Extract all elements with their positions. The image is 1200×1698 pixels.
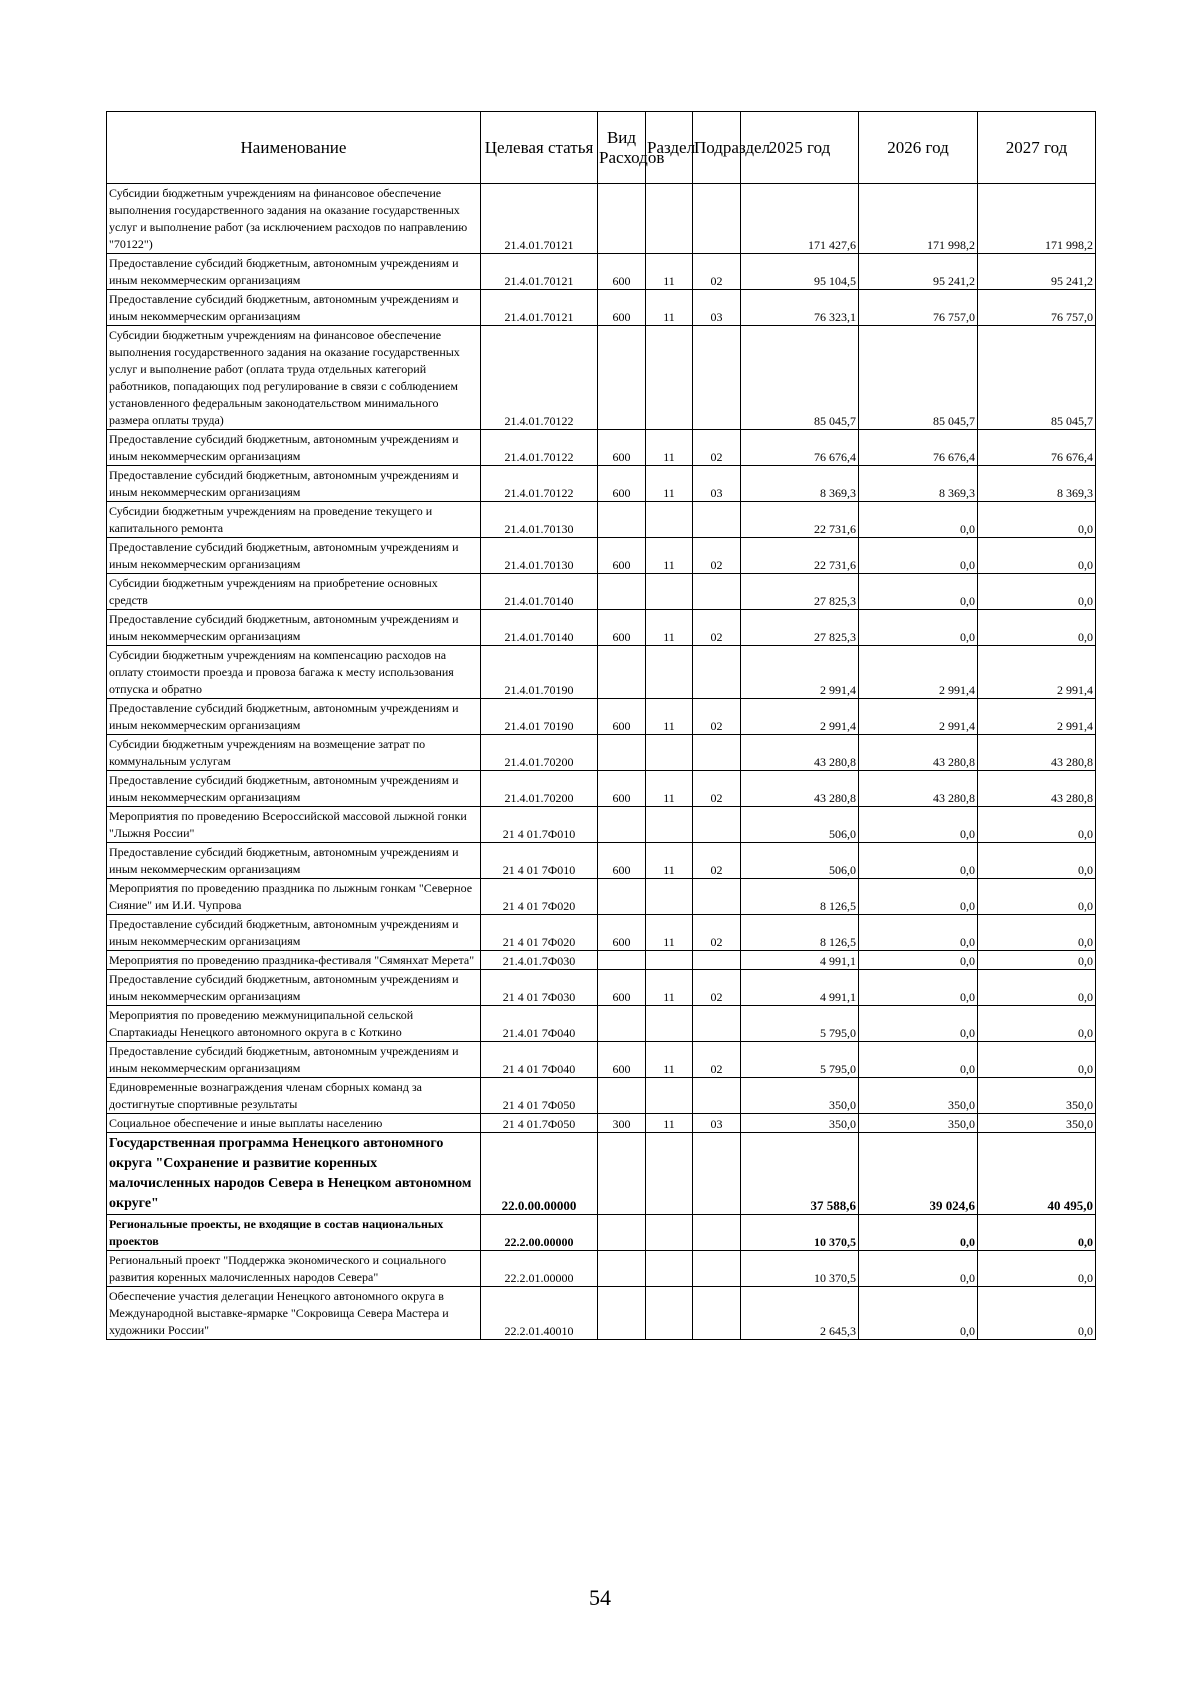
row-subsection: 02 <box>693 970 741 1006</box>
row-type: 600 <box>598 843 646 879</box>
row-code: 21.4.01.70130 <box>481 538 598 574</box>
budget-table <box>106 111 1096 1340</box>
table-row <box>107 184 1096 254</box>
row-name: Государственная программа Ненецкого автономного округа "Сохранение и развитие коренных малочисленных народов Севера в Ненецком автономном округе" <box>107 1133 481 1215</box>
row-name: Субсидии бюджетным учреждениям на финансовое обеспечение выполнения государственного задания на оказание государственных услуг и выполнение работ (оплата труда отдельных категорий работников, попадающих под регулирование в связи с соблюдением установленного федеральным законодательством минимального размера оплаты труда) <box>107 326 481 430</box>
row-2026: 0,0 <box>859 1251 978 1287</box>
row-name: Субсидии бюджетным учреждениям на проведение текущего и капитального ремонта <box>107 502 481 538</box>
row-2025: 37 588,6 <box>741 1133 859 1215</box>
row-2025: 27 825,3 <box>741 610 859 646</box>
row-2027: 85 045,7 <box>978 326 1096 430</box>
row-2026: 0,0 <box>859 951 978 970</box>
row-section <box>646 1287 693 1340</box>
row-type: 600 <box>598 915 646 951</box>
row-2025: 43 280,8 <box>741 771 859 807</box>
row-name: Предоставление субсидий бюджетным, автономным учреждениям и иным некоммерческим организациям <box>107 843 481 879</box>
table-row <box>107 538 1096 574</box>
row-2025: 22 731,6 <box>741 502 859 538</box>
row-name: Предоставление субсидий бюджетным, автономным учреждениям и иным некоммерческим организациям <box>107 466 481 502</box>
row-2026: 76 757,0 <box>859 290 978 326</box>
table-row <box>107 254 1096 290</box>
row-2027: 43 280,8 <box>978 735 1096 771</box>
row-code: 21 4 01 7Ф050 <box>481 1078 598 1114</box>
table-row <box>107 502 1096 538</box>
table-row <box>107 843 1096 879</box>
row-section <box>646 574 693 610</box>
row-subsection: 02 <box>693 430 741 466</box>
row-2026: 0,0 <box>859 843 978 879</box>
row-name: Предоставление субсидий бюджетным, автономным учреждениям и иным некоммерческим организациям <box>107 970 481 1006</box>
row-2025: 8 126,5 <box>741 915 859 951</box>
row-section: 11 <box>646 771 693 807</box>
row-name: Субсидии бюджетным учреждениям на финансовое обеспечение выполнения государственного задания на оказание государственных услуг и выполнение работ (за исключением расходов по направлению "70122") <box>107 184 481 254</box>
row-2025: 27 825,3 <box>741 574 859 610</box>
row-subsection: 03 <box>693 290 741 326</box>
row-code: 21.4.01.70122 <box>481 466 598 502</box>
row-code: 22.2.00.00000 <box>481 1215 598 1251</box>
row-2025: 76 676,4 <box>741 430 859 466</box>
row-type: 600 <box>598 466 646 502</box>
row-code: 22.2.01.00000 <box>481 1251 598 1287</box>
header-name: Наименование <box>107 112 481 184</box>
row-code: 21 4 01 7Ф040 <box>481 1042 598 1078</box>
row-section <box>646 1251 693 1287</box>
table-row <box>107 610 1096 646</box>
table-row <box>107 807 1096 843</box>
row-type <box>598 184 646 254</box>
table-row <box>107 1042 1096 1078</box>
table-row <box>107 1133 1096 1215</box>
row-subsection <box>693 502 741 538</box>
row-2027: 0,0 <box>978 538 1096 574</box>
row-name: Предоставление субсидий бюджетным, автономным учреждениям и иным некоммерческим организациям <box>107 610 481 646</box>
row-code: 21.4.01.70121 <box>481 184 598 254</box>
row-section <box>646 1006 693 1042</box>
row-subsection <box>693 807 741 843</box>
table-row <box>107 290 1096 326</box>
row-subsection <box>693 1078 741 1114</box>
row-2025: 43 280,8 <box>741 735 859 771</box>
header-2025: 2025 год <box>741 112 859 184</box>
row-2025: 10 370,5 <box>741 1215 859 1251</box>
row-2027: 0,0 <box>978 807 1096 843</box>
row-type: 600 <box>598 970 646 1006</box>
row-code: 21.4.01.70190 <box>481 646 598 699</box>
row-type: 600 <box>598 254 646 290</box>
row-2026: 350,0 <box>859 1078 978 1114</box>
row-2027: 95 241,2 <box>978 254 1096 290</box>
row-subsection: 02 <box>693 915 741 951</box>
row-2026: 0,0 <box>859 1006 978 1042</box>
row-type <box>598 1133 646 1215</box>
row-type: 600 <box>598 699 646 735</box>
row-code: 21.4.01.70122 <box>481 430 598 466</box>
table-row <box>107 1006 1096 1042</box>
row-2027: 0,0 <box>978 915 1096 951</box>
table-row <box>107 326 1096 430</box>
row-section <box>646 1215 693 1251</box>
row-2027: 0,0 <box>978 1287 1096 1340</box>
row-section <box>646 184 693 254</box>
row-2027: 76 676,4 <box>978 430 1096 466</box>
row-2025: 95 104,5 <box>741 254 859 290</box>
row-2027: 0,0 <box>978 1006 1096 1042</box>
row-2026: 0,0 <box>859 970 978 1006</box>
row-subsection <box>693 1006 741 1042</box>
row-2025: 8 369,3 <box>741 466 859 502</box>
row-2027: 0,0 <box>978 574 1096 610</box>
row-2025: 5 795,0 <box>741 1042 859 1078</box>
row-2025: 2 991,4 <box>741 646 859 699</box>
row-section: 11 <box>646 430 693 466</box>
row-name: Обеспечение участия делегации Ненецкого автономного округа в Международной выставке-ярмарке "Сокровища Севера Мастера и художники России" <box>107 1287 481 1340</box>
row-2026: 0,0 <box>859 610 978 646</box>
table-row <box>107 574 1096 610</box>
header-type: Вид Расходов <box>598 112 646 184</box>
row-section <box>646 1133 693 1215</box>
row-2026: 171 998,2 <box>859 184 978 254</box>
row-name: Социальное обеспечение и иные выплаты населению <box>107 1114 481 1133</box>
row-subsection <box>693 1215 741 1251</box>
row-2025: 2 645,3 <box>741 1287 859 1340</box>
row-name: Мероприятия по проведению межмуниципальной сельской Спартакиады Ненецкого автономного округа в с Коткино <box>107 1006 481 1042</box>
row-name: Предоставление субсидий бюджетным, автономным учреждениям и иным некоммерческим организациям <box>107 290 481 326</box>
row-2026: 0,0 <box>859 538 978 574</box>
row-2026: 2 991,4 <box>859 699 978 735</box>
table-row <box>107 1251 1096 1287</box>
row-code: 21 4 01 7Ф020 <box>481 915 598 951</box>
row-2027: 0,0 <box>978 1215 1096 1251</box>
row-2027: 0,0 <box>978 951 1096 970</box>
row-type <box>598 1078 646 1114</box>
row-name: Региональный проект "Поддержка экономического и социального развития коренных малочисленных народов Севера" <box>107 1251 481 1287</box>
row-name: Предоставление субсидий бюджетным, автономным учреждениям и иным некоммерческим организациям <box>107 254 481 290</box>
row-2025: 85 045,7 <box>741 326 859 430</box>
row-subsection <box>693 184 741 254</box>
row-section <box>646 735 693 771</box>
row-2025: 5 795,0 <box>741 1006 859 1042</box>
row-name: Региональные проекты, не входящие в состав национальных проектов <box>107 1215 481 1251</box>
row-section: 11 <box>646 843 693 879</box>
header-2027: 2027 год <box>978 112 1096 184</box>
table-row <box>107 915 1096 951</box>
row-section: 11 <box>646 699 693 735</box>
row-name: Предоставление субсидий бюджетным, автономным учреждениям и иным некоммерческим организациям <box>107 915 481 951</box>
row-2025: 506,0 <box>741 807 859 843</box>
row-2025: 8 126,5 <box>741 879 859 915</box>
row-section <box>646 502 693 538</box>
row-type: 600 <box>598 538 646 574</box>
row-2027: 2 991,4 <box>978 646 1096 699</box>
row-name: Субсидии бюджетным учреждениям на компенсацию расходов на оплату стоимости проезда и провоза багажа к месту использования отпуска и обратно <box>107 646 481 699</box>
row-2025: 350,0 <box>741 1078 859 1114</box>
row-section: 11 <box>646 290 693 326</box>
row-subsection: 02 <box>693 254 741 290</box>
row-type <box>598 735 646 771</box>
table-row <box>107 1215 1096 1251</box>
row-code: 21 4 01 7Ф010 <box>481 843 598 879</box>
row-2027: 171 998,2 <box>978 184 1096 254</box>
table-header-row <box>107 112 1096 184</box>
row-2027: 76 757,0 <box>978 290 1096 326</box>
row-subsection <box>693 1251 741 1287</box>
row-type <box>598 951 646 970</box>
row-2026: 2 991,4 <box>859 646 978 699</box>
row-code: 21.4.01.70140 <box>481 574 598 610</box>
row-2027: 350,0 <box>978 1078 1096 1114</box>
row-code: 21 4 01.7Ф050 <box>481 1114 598 1133</box>
row-code: 21.4.01 7Ф040 <box>481 1006 598 1042</box>
row-2026: 0,0 <box>859 807 978 843</box>
row-name: Мероприятия по проведению Всероссийской массовой лыжной гонки "Лыжня России" <box>107 807 481 843</box>
row-2025: 4 991,1 <box>741 951 859 970</box>
header-subsection: Подраздел <box>693 112 741 184</box>
row-2027: 0,0 <box>978 502 1096 538</box>
row-section: 11 <box>646 1114 693 1133</box>
table-row <box>107 466 1096 502</box>
row-name: Единовременные вознаграждения членам сборных команд за достигнутые спортивные результаты <box>107 1078 481 1114</box>
row-2026: 85 045,7 <box>859 326 978 430</box>
row-type: 600 <box>598 610 646 646</box>
row-2027: 2 991,4 <box>978 699 1096 735</box>
row-2026: 0,0 <box>859 1287 978 1340</box>
row-subsection <box>693 574 741 610</box>
row-subsection: 02 <box>693 699 741 735</box>
row-type: 600 <box>598 430 646 466</box>
row-subsection: 02 <box>693 771 741 807</box>
row-section: 11 <box>646 254 693 290</box>
table-row <box>107 699 1096 735</box>
table-row <box>107 1114 1096 1133</box>
row-subsection: 02 <box>693 538 741 574</box>
row-code: 21.4.01.70121 <box>481 254 598 290</box>
row-name: Предоставление субсидий бюджетным, автономным учреждениям и иным некоммерческим организациям <box>107 771 481 807</box>
row-2025: 506,0 <box>741 843 859 879</box>
row-code: 21.4.01.70121 <box>481 290 598 326</box>
row-code: 21.4.01.70200 <box>481 735 598 771</box>
row-section: 11 <box>646 915 693 951</box>
row-2025: 2 991,4 <box>741 699 859 735</box>
row-name: Субсидии бюджетным учреждениям на приобретение основных средств <box>107 574 481 610</box>
row-code: 21.4.01 70190 <box>481 699 598 735</box>
row-type <box>598 1251 646 1287</box>
row-2027: 0,0 <box>978 843 1096 879</box>
table-row <box>107 771 1096 807</box>
row-2027: 0,0 <box>978 1251 1096 1287</box>
row-type <box>598 807 646 843</box>
row-section <box>646 646 693 699</box>
row-2025: 350,0 <box>741 1114 859 1133</box>
row-2026: 350,0 <box>859 1114 978 1133</box>
row-2027: 0,0 <box>978 1042 1096 1078</box>
row-type: 600 <box>598 1042 646 1078</box>
row-code: 22.2.01.40010 <box>481 1287 598 1340</box>
row-subsection <box>693 326 741 430</box>
row-subsection <box>693 646 741 699</box>
row-2026: 0,0 <box>859 879 978 915</box>
table-row <box>107 646 1096 699</box>
table-row <box>107 970 1096 1006</box>
row-type <box>598 326 646 430</box>
row-2025: 171 427,6 <box>741 184 859 254</box>
row-section: 11 <box>646 1042 693 1078</box>
row-2025: 76 323,1 <box>741 290 859 326</box>
row-code: 21 4 01 7Ф020 <box>481 879 598 915</box>
header-section: Раздел <box>646 112 693 184</box>
row-2026: 76 676,4 <box>859 430 978 466</box>
row-subsection: 03 <box>693 466 741 502</box>
row-section: 11 <box>646 610 693 646</box>
row-name: Мероприятия по проведению праздника по лыжным гонкам "Северное Сияние" им И.И. Чупрова <box>107 879 481 915</box>
row-subsection <box>693 1133 741 1215</box>
page-number: 54 <box>589 1585 611 1610</box>
row-subsection: 02 <box>693 1042 741 1078</box>
row-2027: 350,0 <box>978 1114 1096 1133</box>
header-2026: 2026 год <box>859 112 978 184</box>
row-2026: 0,0 <box>859 1042 978 1078</box>
row-type <box>598 1006 646 1042</box>
table-row <box>107 1287 1096 1340</box>
table-row <box>107 430 1096 466</box>
row-type <box>598 879 646 915</box>
row-name: Субсидии бюджетным учреждениям на возмещение затрат по коммунальным услугам <box>107 735 481 771</box>
row-code: 21.4.01.70200 <box>481 771 598 807</box>
table-body <box>107 184 1096 1340</box>
row-name: Предоставление субсидий бюджетным, автономным учреждениям и иным некоммерческим организациям <box>107 699 481 735</box>
row-subsection: 03 <box>693 1114 741 1133</box>
row-name: Предоставление субсидий бюджетным, автономным учреждениям и иным некоммерческим организациям <box>107 430 481 466</box>
row-2026: 43 280,8 <box>859 771 978 807</box>
row-code: 21 4 01 7Ф030 <box>481 970 598 1006</box>
table-row <box>107 951 1096 970</box>
row-section: 11 <box>646 538 693 574</box>
row-name: Мероприятия по проведению праздника-фестиваля "Сямянхат Мерета" <box>107 951 481 970</box>
row-subsection: 02 <box>693 610 741 646</box>
row-type: 600 <box>598 771 646 807</box>
row-2026: 0,0 <box>859 502 978 538</box>
row-subsection <box>693 735 741 771</box>
row-type <box>598 574 646 610</box>
row-code: 22.0.00.00000 <box>481 1133 598 1215</box>
row-2026: 0,0 <box>859 574 978 610</box>
row-code: 21 4 01.7Ф010 <box>481 807 598 843</box>
row-2025: 4 991,1 <box>741 970 859 1006</box>
row-2026: 8 369,3 <box>859 466 978 502</box>
row-2025: 10 370,5 <box>741 1251 859 1287</box>
table-row <box>107 879 1096 915</box>
row-type <box>598 1287 646 1340</box>
row-code: 21.4.01.70140 <box>481 610 598 646</box>
row-section <box>646 807 693 843</box>
row-type <box>598 502 646 538</box>
row-name: Предоставление субсидий бюджетным, автономным учреждениям и иным некоммерческим организациям <box>107 538 481 574</box>
row-subsection <box>693 879 741 915</box>
row-2026: 43 280,8 <box>859 735 978 771</box>
row-name: Предоставление субсидий бюджетным, автономным учреждениям и иным некоммерческим организациям <box>107 1042 481 1078</box>
row-subsection: 02 <box>693 843 741 879</box>
row-type: 300 <box>598 1114 646 1133</box>
row-2027: 8 369,3 <box>978 466 1096 502</box>
row-section <box>646 326 693 430</box>
row-section: 11 <box>646 466 693 502</box>
row-2026: 0,0 <box>859 915 978 951</box>
row-2027: 0,0 <box>978 970 1096 1006</box>
row-2026: 95 241,2 <box>859 254 978 290</box>
row-2025: 22 731,6 <box>741 538 859 574</box>
row-type <box>598 1215 646 1251</box>
row-type: 600 <box>598 290 646 326</box>
row-subsection <box>693 1287 741 1340</box>
row-subsection <box>693 951 741 970</box>
table-row <box>107 735 1096 771</box>
row-section <box>646 1078 693 1114</box>
row-code: 21.4.01.70130 <box>481 502 598 538</box>
row-2027: 0,0 <box>978 610 1096 646</box>
row-code: 21.4.01.7Ф030 <box>481 951 598 970</box>
row-2027: 40 495,0 <box>978 1133 1096 1215</box>
table-row <box>107 1078 1096 1114</box>
row-section <box>646 879 693 915</box>
row-section: 11 <box>646 970 693 1006</box>
row-code: 21.4.01.70122 <box>481 326 598 430</box>
row-2026: 39 024,6 <box>859 1133 978 1215</box>
row-2026: 0,0 <box>859 1215 978 1251</box>
row-type <box>598 646 646 699</box>
header-code: Целевая статья <box>481 112 598 184</box>
row-2027: 43 280,8 <box>978 771 1096 807</box>
row-2027: 0,0 <box>978 879 1096 915</box>
row-section <box>646 951 693 970</box>
